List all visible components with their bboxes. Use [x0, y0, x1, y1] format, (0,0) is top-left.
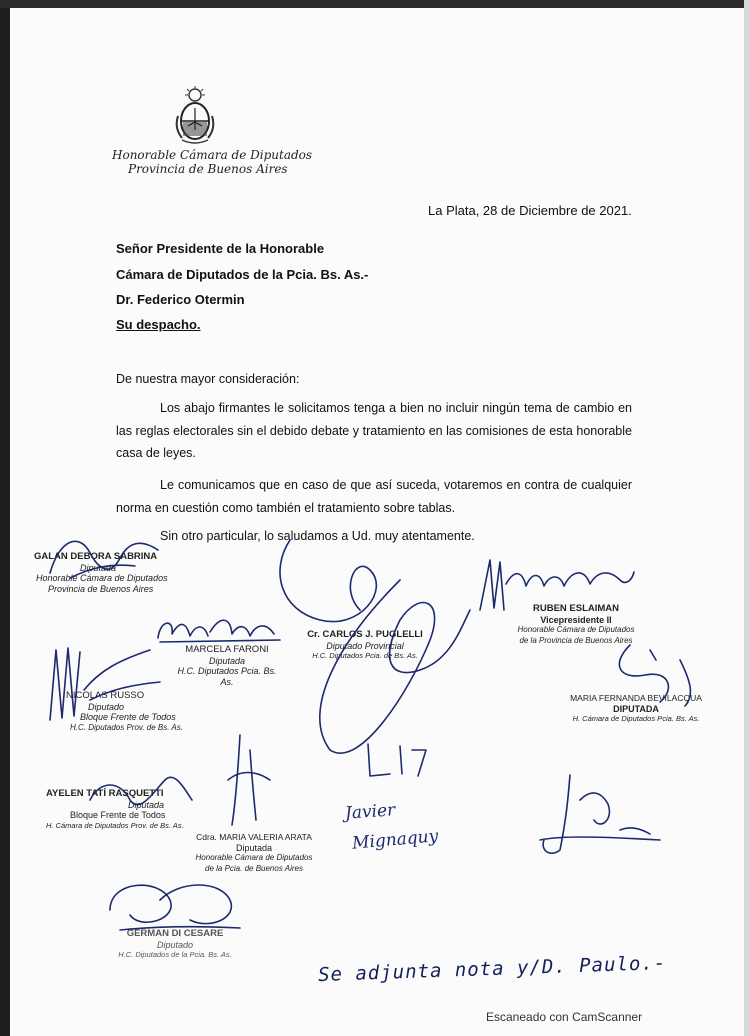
body-paragraph-2: Le comunicamos que en caso de que así suceda, votaremos en contra de cualquier norma en cuestión como también el tratamiento sobre tablas.	[116, 478, 632, 515]
scan-dark-edge-top	[0, 0, 750, 8]
body-paragraph-1: Los abajo firmantes le solicitamos tenga a bien no incluir ningún tema de cambio en las reglas electorales sin el debido debate y tratamiento en las comisiones de esta honorable casa de leyes.	[116, 401, 632, 460]
coat-of-arms-icon	[172, 86, 218, 146]
signature-block-faroni: MARCELA FARONI Diputada H.C. Diputados Pcia. Bs. As.	[177, 644, 277, 687]
letter-date: La Plata, 28 de Diciembre de 2021.	[428, 203, 632, 218]
scan-edge-right	[744, 0, 750, 1036]
recipient-line-3: Dr. Federico Otermin	[116, 292, 245, 307]
signature-block-russo: NICOLAS RUSSO Diputado Bloque Frente de Todos H.C. Diputados Prov. de Bs. As.	[66, 690, 183, 732]
signature-block-galan: GALAN DEBORA SABRINA Diputada Honorable Cámara de Diputados Provincia de Buenos Aires	[34, 551, 168, 594]
scan-dark-edge-left	[0, 0, 10, 1036]
handwritten-signature-eslaiman	[470, 550, 640, 620]
signer-name: GALAN DEBORA SABRINA	[34, 551, 158, 562]
chamber-name: Honorable Cámara de Diputados	[112, 148, 313, 162]
signature-block-arata: Cdra. MARIA VALERIA ARATA Diputada Honorable Cámara de Diputados de la Pcia. de Buenos Aires	[195, 832, 313, 873]
recipient-line-4: Su despacho.	[116, 317, 201, 332]
signature-block-rasquetti: AYELEN TATÍ RASQUETTI Diputada Bloque Frente de Todos H. Cámara de Diputados Prov. de Bs. As.	[46, 788, 184, 830]
handwritten-signature-mignaquy-mark	[360, 742, 430, 782]
signature-block-bevilacqua: MARIA FERNANDA BEVILACQUA DIPUTADA H. Cámara de Diputados Pcia. Bs. As.	[570, 693, 702, 723]
salutation: De nuestra mayor consideración:	[116, 372, 300, 386]
handwritten-signature-di-cesare	[100, 870, 250, 940]
handwritten-mignaquy: Mignaquy	[351, 826, 439, 854]
handwritten-signature-russo	[30, 630, 170, 730]
recipient-line-2: Cámara de Diputados de la Pcia. Bs. As.-	[116, 267, 369, 282]
province-name: Provincia de Buenos Aires	[128, 162, 288, 176]
handwritten-signature-bevilacqua	[590, 640, 710, 710]
handwritten-signature-arata	[210, 730, 280, 830]
handwritten-signature-galan	[40, 528, 170, 588]
handwritten-signature-rasquetti	[80, 760, 200, 820]
handwritten-signature-right	[530, 770, 670, 860]
handwritten-footnote: Se adjunta nota y/D. Paulo.-	[317, 951, 667, 987]
signature-block-puglelli: Cr. CARLOS J. PUGLELLI Diputado Provincial H.C. Diputados Pcia. de Bs. As.	[307, 629, 423, 660]
signature-block-eslaiman: RUBEN ESLAIMAN Vicepresidente II Honorable Cámara de Diputados de la Provincia de Buenos Aires	[517, 603, 635, 645]
handwritten-javier: Javier	[344, 800, 396, 824]
signature-block-di-cesare: GERMAN DI CESARE Diputado H.C. Diputados de la Pcia. Bs. As.	[118, 928, 232, 959]
recipient-line-1: Señor Presidente de la Honorable	[116, 241, 325, 256]
camscanner-watermark: Escaneado con CamScanner	[486, 1010, 643, 1024]
body-paragraph-3: Sin otro particular, lo saludamos a Ud. muy atentamente.	[160, 529, 475, 543]
